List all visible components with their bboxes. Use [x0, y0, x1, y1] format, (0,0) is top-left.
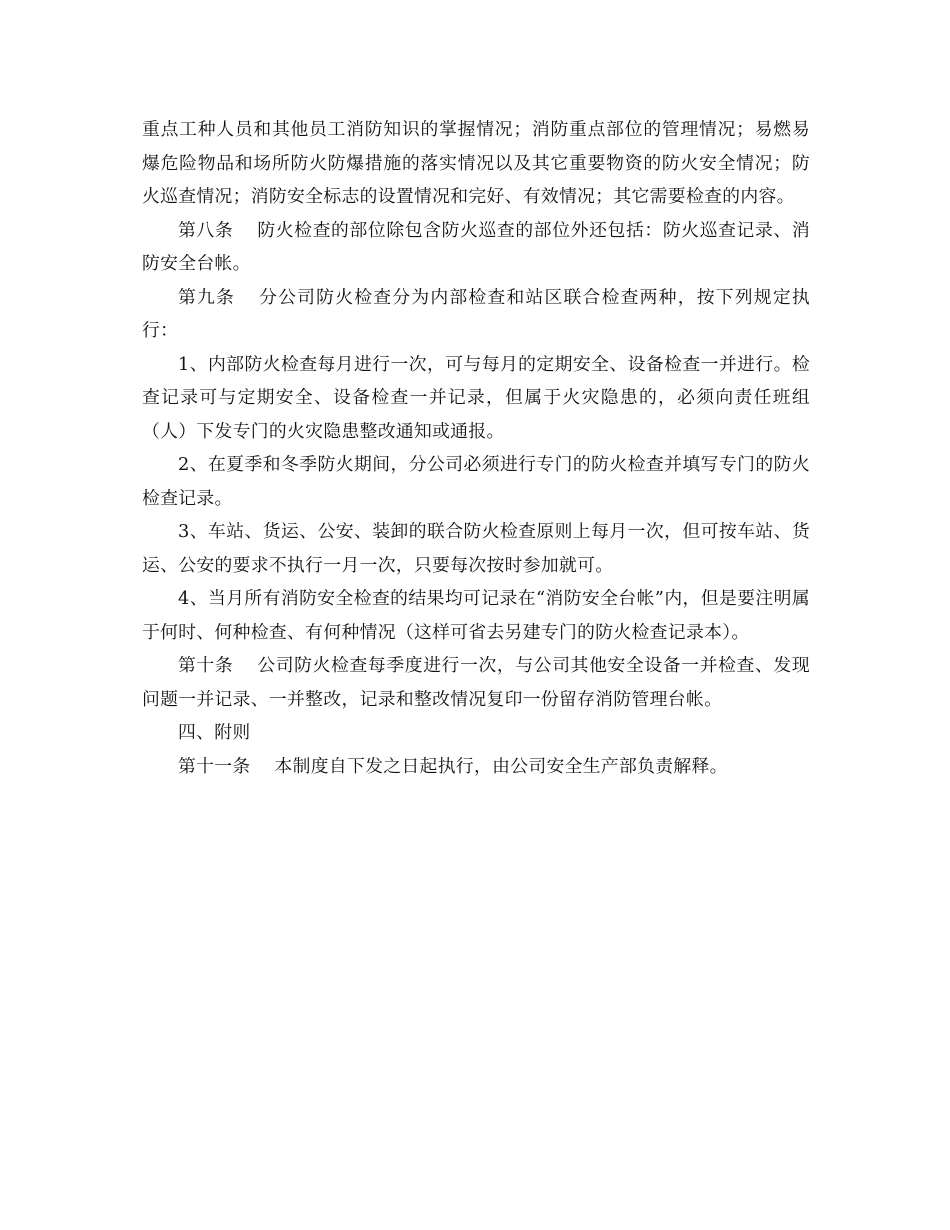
section-heading-text: 四、附则 [178, 722, 251, 743]
article-label: 第九条 [178, 286, 236, 308]
section-heading-appendix [142, 716, 810, 750]
article-text: 分公司防火检查分为内部检查和站区联合检查两种，按下列规定执行： [142, 286, 810, 341]
list-item-1 [142, 348, 810, 449]
list-item-text: 2、在夏季和冬季防火期间，分公司必须进行专门的防火检查并填写专门的防火检查记录。 [142, 454, 810, 509]
article-label: 第八条 [178, 219, 234, 241]
list-item-4 [142, 582, 810, 649]
paragraph-continued-inspection-items [142, 113, 810, 214]
list-item-text: 4、当月所有消防安全检查的结果均可记录在“消防安全台帐”内，但是要注明属于何时、何种检查、有何种情况（这样可省去另建专门的防火检查记录本）。 [142, 588, 811, 643]
list-item-2 [142, 448, 810, 515]
article-label: 第十条 [178, 655, 234, 676]
list-item-3 [142, 515, 810, 582]
article-11 [142, 750, 810, 784]
article-10 [142, 649, 810, 716]
article-8 [142, 214, 810, 281]
document-body [142, 113, 810, 783]
article-text: 本制度自下发之日起执行，由公司安全生产部负责解释。 [274, 755, 728, 777]
list-item-text: 1、内部防火检查每月进行一次，可与每月的定期安全、设备检查一并进行。检查记录可与定期安全、设备检查一并记录，但属于火灾隐患的，必须向责任班组（人）下发专门的火灾隐患整改通知或通报。 [142, 353, 810, 442]
paragraph-text: 重点工种人员和其他员工消防知识的掌握情况；消防重点部位的管理情况；易燃易爆危险物品和场所防火防爆措施的落实情况以及其它重要物资的防火安全情况；防火巡查情况；消防安全标志的设置情况和完好、有效情况；其它需要检查的内容。 [142, 119, 810, 207]
article-text: 防火检查的部位除包含防火巡查的部位外还包括：防火巡查记录、消防安全台帐。 [142, 219, 810, 274]
article-text: 公司防火检查每季度进行一次，与公司其他安全设备一并检查、发现问题一并记录、一并整改，记录和整改情况复印一份留存消防管理台帐。 [142, 655, 810, 710]
article-9 [142, 281, 810, 348]
article-label: 第十一条 [178, 755, 251, 777]
list-item-text: 3、车站、货运、公安、装卸的联合防火检查原则上每月一次，但可按车站、货运、公安的要求不执行一月一次，只要每次按时参加就可。 [142, 521, 810, 576]
